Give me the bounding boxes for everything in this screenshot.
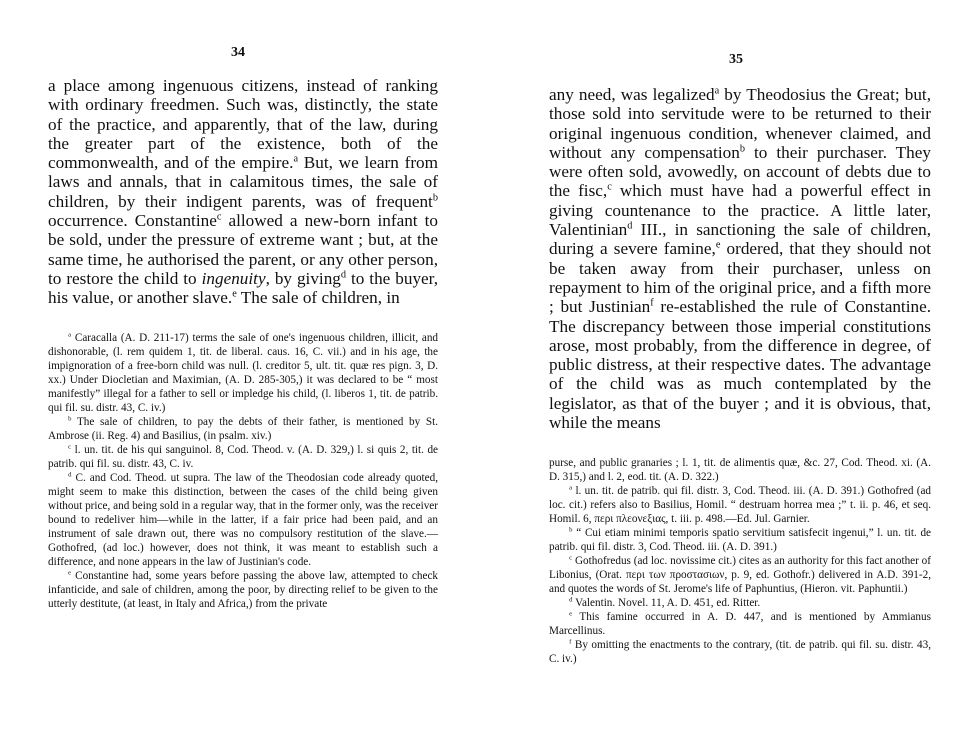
text-run: a place among ingenuous citizens, instead of ranking with ordinary freedmen. Such was, distinctly, the state of the practice, and apparently, that of the law, during the greater part of the existence, both of the commonwealth, and of the empire. — [48, 76, 438, 173]
footnote-ref: c — [216, 211, 222, 223]
footnote — [549, 610, 931, 638]
left-page — [0, 0, 488, 743]
footnote — [48, 471, 438, 569]
footnote — [48, 331, 438, 415]
footnote-mark: e — [68, 569, 72, 577]
footnote-ref: f — [650, 297, 654, 309]
footnote-text: Valentin. Novel. 11, A. D. 451, ed. Ritter. — [575, 597, 761, 609]
text-run: allowed a new-born infant to be sold, under the pressure of extreme want ; but, at the same time, he authorised the parent, or any other person, to restore the child to — [48, 211, 438, 288]
body-text — [549, 85, 931, 432]
footnote-ref: b — [432, 192, 438, 204]
footnote — [549, 638, 931, 666]
footnote-mark: e — [569, 610, 573, 618]
footnote — [48, 569, 438, 611]
text-run: ordered, that they should not be taken away from their purchaser, unless on repayment to him of the original price, and a fifth more ; but Justinian — [549, 239, 931, 317]
emphasis: ingenuity — [201, 268, 266, 288]
footnote-ref: e — [715, 239, 721, 251]
footnote — [549, 456, 931, 484]
footnote-text: “ Cui etiam minimi temporis spatio servitium satisfecit ingenui,” l. un. tit. de patrib. qui fil. distr. 3, Cod. Theod. iii. (A. D. 391.) — [549, 527, 932, 553]
footnote-text: l. un. tit. de patrib. qui fil. distr. 3, Cod. Theod. iii. (A. D. 391.) Gothofred (ad loc. cit.) refers also to Basilius, Homil. “ destruam horrea mea ;” t. ii. p. 46, et seq. Homil. 6, περι πλεονεξιας, t. iii. p. 498.—Ed. Jul. Garnier. — [549, 485, 932, 525]
footnote-ref: a — [714, 85, 720, 97]
footnote-text: Constantine had, some years before passing the above law, attempted to check infanticide, and sale of children, among the poor, by directing relief to be given to the utterly destitute, (at least, in Italy and Africa,) from the private — [48, 570, 438, 610]
text-run: to their purchaser. They were often sold, avowedly, on account of debts due to the fisc, — [549, 142, 931, 201]
footnote-ref: d — [340, 269, 347, 281]
footnote-ref: a — [293, 153, 299, 165]
footnote-mark: b — [68, 415, 72, 423]
footnotes — [549, 456, 931, 666]
text-run: III., in sanctioning the sale of children, during a severe famine, — [549, 220, 931, 259]
page-number: 34 — [231, 45, 245, 60]
footnote — [549, 554, 931, 596]
text-run: The sale of children, in — [236, 288, 400, 308]
footnote-mark: d — [569, 596, 573, 604]
footnote — [549, 526, 931, 554]
footnote-ref: d — [627, 220, 633, 232]
footnote — [549, 596, 931, 610]
footnotes — [48, 331, 438, 611]
footnote-text: l. un. tit. de his qui sanguinol. 8, Cod. Theod. v. (A. D. 329,) l. si quis 2, tit. de patrib. qui fil. su. distr. 43, C. iv. — [48, 444, 438, 470]
footnote-ref: e — [232, 288, 237, 300]
footnote — [549, 484, 931, 526]
footnote-mark: b — [569, 526, 573, 534]
footnote — [48, 443, 438, 471]
text-run: to the buyer, his value, or another slave. — [48, 268, 438, 308]
footnote-text: Caracalla (A. D. 211-17) terms the sale of one's ingenuous children, illicit, and dishonorable, (l. rem quidem 1, tit. de liberal. caus. 16, C. vii.) and in his age, the impignoration of a free-born child was null. (l. creditor 5, ult. tit. quæ res pign. 3, D. xx.) Under Diocletian and Maximian, (A. D. 285-305,) it was declared to be “ most manifestly” illegal for a father to sell or impledge his child, (l. liberos 1, tit. de patrib. qui fil. su. distr. 43, C. iv.) — [48, 332, 439, 414]
footnote-text: C. and Cod. Theod. ut supra. The law of the Theodosian code already quoted, might seem to make this distinction, between the cases of the child being given without price, and being sold in a regular way, that in the former only, was the receiver bound to redeliver him—while in the latter, if a fair price had been paid, and an instrument of sale drawn out, there was no compulsory restitution of the slave.—Gothofred, (ad loc.) however, does not think, it was meant to establish such a difference, and none appears in the law of Justinian's code. — [48, 472, 439, 568]
text-run: But, we learn from laws and annals, that in calamitous times, the sale of children, by their indigent parents, was of frequent — [48, 153, 439, 211]
text-run: by Theodosius the Great; but, those sold into servitude were to be returned to their original ingenuous condition, whenever claimed, and without any compensation — [549, 85, 931, 162]
footnote-text: Gothofredus (ad loc. novissime cit.) cites as an authority for this fact another of Libonius, (Orat. περι των προστασιων, p. 9, ed. Gothofr.) delivered in A.D. 391-2, and quotes the words of St. Jerome's life of Paphuntius, (Hieron. vit. Paphuntii.) — [549, 555, 931, 595]
right-page — [492, 0, 980, 743]
footnote-mark: c — [569, 554, 573, 562]
body-text — [48, 76, 438, 308]
footnote-mark: d — [68, 471, 72, 479]
text-run: , by giving — [265, 268, 341, 288]
footnote-ref: b — [739, 143, 745, 155]
text-run: which must have had a powerful effect in giving countenance to the practice. A little later, Valentinian — [549, 181, 931, 240]
footnote-mark: c — [68, 443, 72, 451]
text-run: occurrence. Constantine — [48, 211, 217, 231]
footnote-ref: c — [607, 181, 612, 193]
footnote-mark: f — [569, 638, 572, 646]
footnote-mark: a — [569, 484, 573, 492]
footnote-text: By omitting the enactments to the contrary, (tit. de patrib. qui fil. su. distr. 43, C. iv.) — [549, 639, 931, 665]
footnote — [48, 415, 438, 443]
footnote-mark: a — [68, 331, 72, 339]
footnote-text: The sale of children, to pay the debts of their father, is mentioned by St. Ambrose (ii. Reg. 4) and Basilius, (in psalm. xiv.) — [48, 416, 438, 442]
footnote-text: purse, and public granaries ; l. 1, tit. de alimentis quæ, &c. 27, Cod. Theod. xi. (A. D. 315,) and l. 2, eod. tit. (A. D. 322.) — [549, 457, 931, 483]
page-number: 35 — [729, 52, 743, 67]
text-run: any need, was legalized — [549, 85, 715, 104]
footnote-text: This famine occurred in A. D. 447, and is mentioned by Ammianus Marcellinus. — [549, 611, 931, 637]
text-run: re-established the rule of Constantine. The discrepancy between those imperial constitutions arose, most probably, from the difference in degree, of public distress, at their respective dates. The advantage of the child was as much contemplated by the legislator, as that of the buyer ; and it is obvious, that, while the means — [549, 297, 931, 433]
